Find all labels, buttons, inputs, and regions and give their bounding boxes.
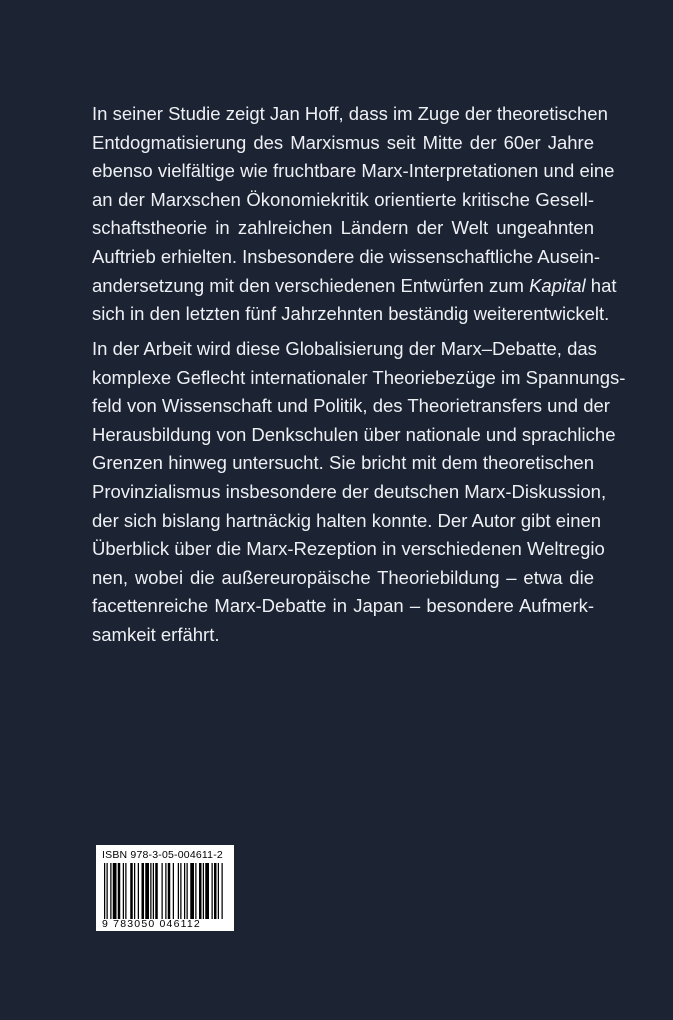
text-line: Herausbildung von Denkschulen über nationale und sprachliche: [92, 423, 616, 445]
text-line: Provinzialismus insbesondere der deutschen Marx-Diskussion,: [92, 480, 607, 502]
text-line: an der Marxschen Ökonomiekritik orientierte kritische Gesell-: [92, 188, 594, 210]
blurb-paragraph-1: [92, 100, 617, 329]
blurb-paragraph-2: [92, 335, 626, 650]
barcode-bar: [222, 863, 223, 919]
text-line: der sich bislang hartnäckig halten konnte. Der Autor gibt einen: [92, 509, 602, 531]
barcode-bar: [203, 863, 204, 919]
text-line: komplexe Geflecht internationaler Theoriebezüge im Spannungs-: [92, 366, 626, 388]
barcode-bar: [123, 863, 124, 919]
barcode-bar: [118, 863, 121, 919]
text-fragment: hat: [585, 274, 617, 296]
barcode-bar: [195, 863, 196, 919]
barcode-bar: [165, 863, 166, 919]
barcode-bar: [110, 863, 111, 919]
barcode-bar: [187, 863, 188, 919]
barcode-bar: [107, 863, 108, 919]
text-line: Entdogmatisierung des Marxismus seit Mitte der 60er Jahre: [92, 131, 594, 153]
barcode-bar: [134, 863, 135, 919]
text-line: Überblick über die Marx-Rezeption in verschiedenen Weltregio: [92, 538, 605, 560]
text-fragment: andersetzung mit den verschiedenen Entwürfen zum: [92, 274, 530, 296]
barcode-bar: [104, 863, 105, 919]
barcode-bar: [212, 863, 213, 919]
text-line: In der Arbeit wird diese Globalisierung der Marx–Debatte, das: [92, 338, 597, 359]
barcode-bar: [214, 863, 217, 919]
barcode-bar: [184, 863, 185, 919]
barcode-bar: [153, 863, 154, 919]
text-line: nen, wobei die außereuropäische Theoriebildung – etwa die: [92, 566, 594, 588]
barcode-bar: [190, 863, 194, 919]
text-line: samkeit erfährt.: [92, 623, 220, 645]
barcode-bar: [145, 863, 149, 919]
barcode-bar: [180, 863, 181, 919]
barcode-bar: [173, 863, 174, 919]
text-line: Grenzen hinweg untersucht. Sie bricht mit dem theoretischen: [92, 452, 594, 474]
text-line: Auftrieb erhielten. Insbesondere die wissenschaftliche Ausein-: [92, 245, 601, 267]
text-line: facettenreiche Marx-Debatte in Japan – besondere Aufmerk-: [92, 595, 594, 617]
barcode-bar: [113, 863, 117, 919]
text-line: feld von Wissenschaft und Politik, des Theorietransfers und der: [92, 395, 610, 417]
barcode-bar: [138, 863, 139, 919]
isbn-barcode: [96, 845, 234, 931]
text-line-with-title: [92, 272, 617, 301]
barcode-bars: [102, 863, 228, 919]
isbn-label: ISBN 978-3-05-004611-2: [102, 849, 223, 861]
text-line: sich in den letzten fünf Jahrzehnten beständig weiterentwickelt.: [92, 303, 610, 325]
barcode-bar: [162, 863, 163, 919]
barcode-bar: [155, 863, 158, 919]
text-line: In seiner Studie zeigt Jan Hoff, dass im Zuge der theoretischen: [92, 103, 608, 124]
barcode-bar: [130, 863, 133, 919]
barcode-bar: [218, 863, 219, 919]
barcode-bar: [142, 863, 145, 919]
barcode-bar: [168, 863, 171, 919]
barcode-bar: [205, 863, 209, 919]
book-title-kapital: Kapital: [529, 274, 586, 296]
barcode-bar: [150, 863, 151, 919]
barcode-digits: 9 783050 046112: [102, 918, 201, 930]
barcode-bar: [199, 863, 202, 919]
barcode-bar: [178, 863, 179, 919]
text-line: ebenso vielfältige wie fruchtbare Marx-Interpretationen und eine: [92, 160, 615, 182]
text-line: schaftstheorie in zahlreichen Ländern der Welt ungeahnten: [92, 217, 594, 239]
barcode-bar: [125, 863, 126, 919]
